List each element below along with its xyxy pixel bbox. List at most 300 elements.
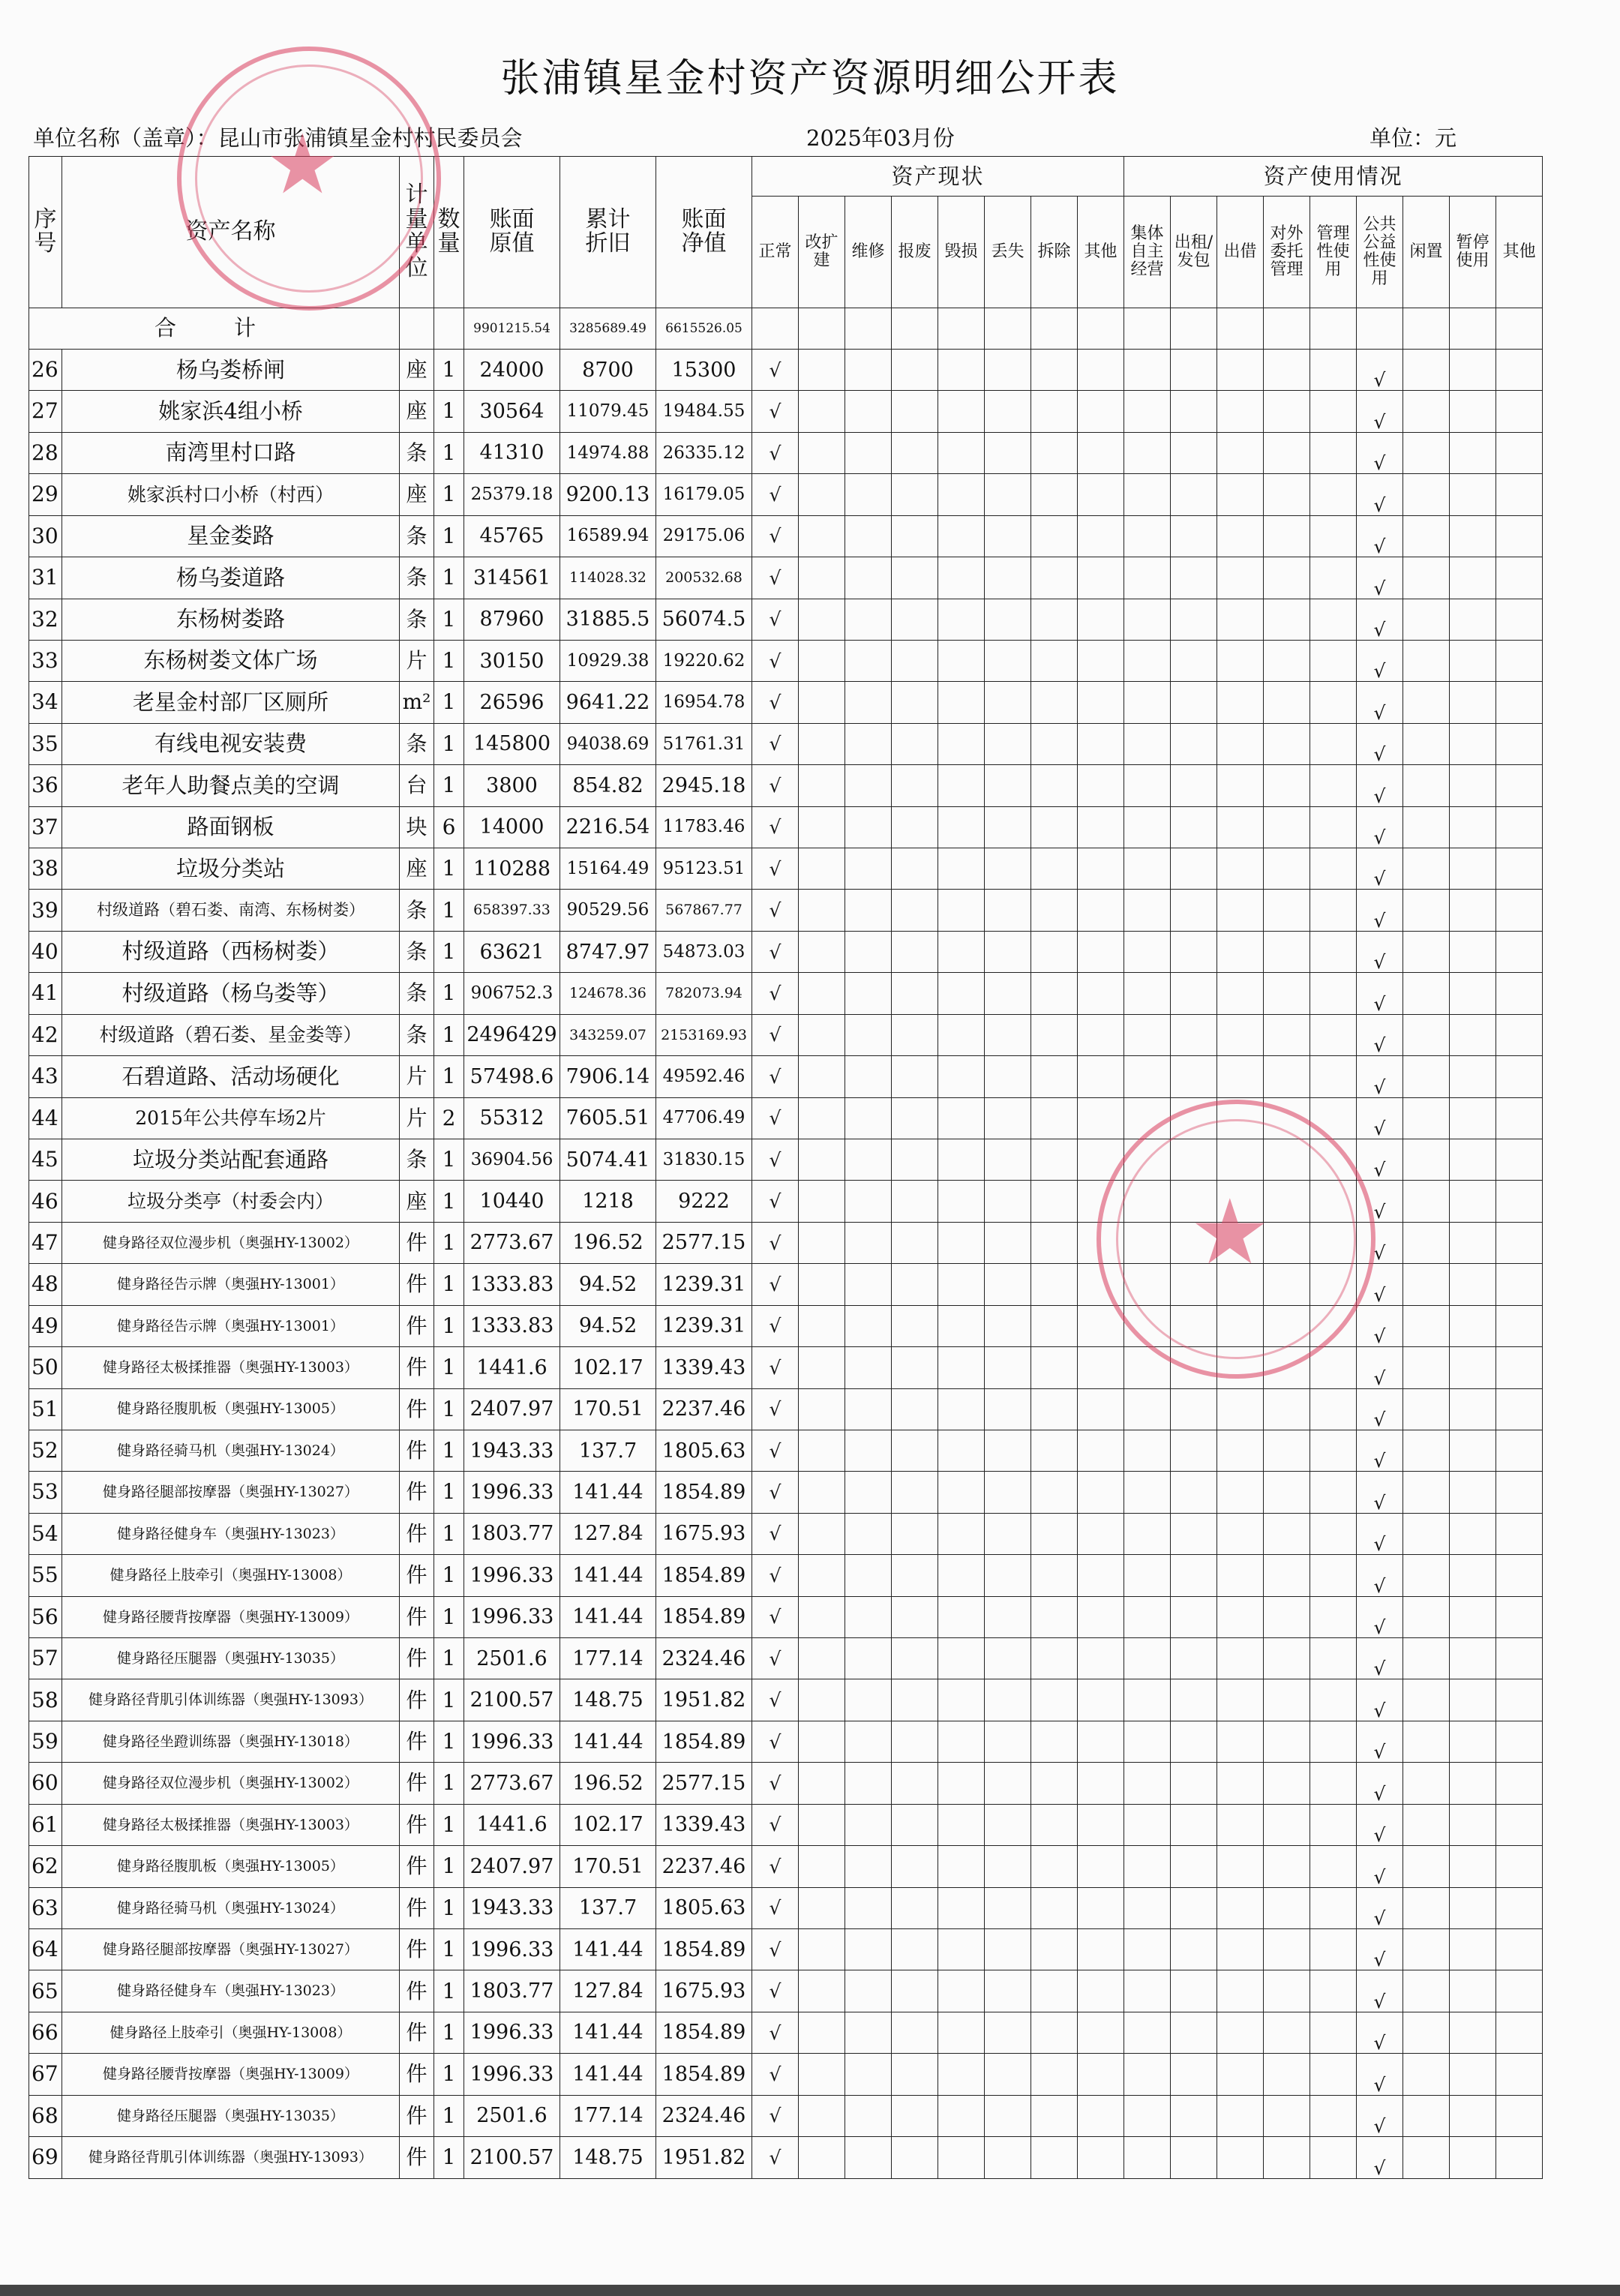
empty-flag-cell <box>1264 723 1310 764</box>
empty-flag-cell <box>1124 682 1171 723</box>
empty-flag-cell <box>938 2054 985 2095</box>
empty-flag-cell <box>1217 432 1264 473</box>
empty-flag-cell <box>1403 1305 1450 1346</box>
empty-flag-cell <box>1217 1014 1264 1055</box>
row-net: 11783.46 <box>656 806 752 848</box>
empty-flag-cell <box>1264 2054 1310 2095</box>
empty-flag-cell <box>1031 848 1078 890</box>
empty-flag-cell <box>845 1929 892 1970</box>
empty-flag-cell <box>799 1222 845 1263</box>
empty-flag-cell <box>1078 1097 1124 1139</box>
row-unit: 件 <box>400 1721 434 1762</box>
row-orig: 2407.97 <box>464 1846 560 1887</box>
empty-flag-cell <box>938 1721 985 1762</box>
table-row <box>29 557 1543 599</box>
row-dep: 177.14 <box>560 1638 656 1679</box>
empty-flag-cell <box>799 806 845 848</box>
empty-flag-cell <box>1031 1014 1078 1055</box>
row-dep: 141.44 <box>560 1721 656 1762</box>
empty-flag-cell <box>799 1929 845 1970</box>
header-status-1: 改扩建 <box>799 197 845 308</box>
status-normal-check: √ <box>752 765 799 806</box>
row-asset-name: 健身路径坐蹬训练器（奥强HY-13018） <box>62 1721 400 1762</box>
empty-flag-cell <box>1310 765 1357 806</box>
table-row <box>29 640 1543 681</box>
empty-flag-cell <box>1124 391 1171 432</box>
empty-flag-cell <box>1078 806 1124 848</box>
empty-flag-cell <box>799 515 845 557</box>
empty-flag-cell <box>1310 1430 1357 1471</box>
usage-public-check: √ <box>1357 1222 1403 1263</box>
total-flag-cell <box>1217 308 1264 349</box>
total-flag-cell <box>1450 308 1496 349</box>
row-asset-name: 健身路径告示牌（奥强HY-13001） <box>62 1305 400 1346</box>
table-row <box>29 1555 1543 1596</box>
empty-flag-cell <box>1450 2054 1496 2095</box>
empty-flag-cell <box>1450 1056 1496 1097</box>
supervision-seal <box>1096 1100 1376 1379</box>
row-qty: 1 <box>434 474 464 515</box>
row-qty: 1 <box>434 349 464 390</box>
empty-flag-cell <box>1310 682 1357 723</box>
empty-flag-cell <box>1031 1139 1078 1180</box>
empty-flag-cell <box>1310 931 1357 972</box>
empty-flag-cell <box>1264 1679 1310 1721</box>
header-usage-7: 暂停使用 <box>1450 197 1496 308</box>
status-normal-check: √ <box>752 806 799 848</box>
empty-flag-cell <box>1217 557 1264 599</box>
row-unit: 块 <box>400 806 434 848</box>
row-net: 51761.31 <box>656 723 752 764</box>
usage-public-check: √ <box>1357 1679 1403 1721</box>
row-dep: 8747.97 <box>560 931 656 972</box>
row-orig: 25379.18 <box>464 474 560 515</box>
table-row <box>29 1056 1543 1097</box>
empty-flag-cell <box>985 1014 1031 1055</box>
status-normal-check: √ <box>752 1264 799 1305</box>
row-net: 16179.05 <box>656 474 752 515</box>
row-net: 1854.89 <box>656 1721 752 1762</box>
row-dep: 141.44 <box>560 1596 656 1637</box>
empty-flag-cell <box>1310 1056 1357 1097</box>
header-usage-1: 出租/发包 <box>1171 197 1217 308</box>
empty-flag-cell <box>845 432 892 473</box>
row-no: 68 <box>29 2095 62 2136</box>
row-no: 61 <box>29 1804 62 1845</box>
empty-flag-cell <box>1450 1804 1496 1845</box>
empty-flag-cell <box>1217 1679 1264 1721</box>
empty-flag-cell <box>1217 848 1264 890</box>
empty-flag-cell <box>1450 973 1496 1014</box>
empty-flag-cell <box>1124 2054 1171 2095</box>
empty-flag-cell <box>1496 1388 1543 1430</box>
empty-flag-cell <box>1496 1970 1543 2012</box>
empty-flag-cell <box>938 1056 985 1097</box>
empty-flag-cell <box>892 848 938 890</box>
table-row <box>29 931 1543 972</box>
status-normal-check: √ <box>752 2137 799 2179</box>
empty-flag-cell <box>1264 349 1310 390</box>
empty-flag-cell <box>799 1305 845 1346</box>
row-qty: 1 <box>434 1721 464 1762</box>
row-unit: 座 <box>400 848 434 890</box>
empty-flag-cell <box>1496 2054 1543 2095</box>
row-orig: 1333.83 <box>464 1264 560 1305</box>
empty-flag-cell <box>1124 2012 1171 2053</box>
row-unit: 条 <box>400 557 434 599</box>
empty-flag-cell <box>1450 806 1496 848</box>
empty-flag-cell <box>985 1430 1031 1471</box>
empty-flag-cell <box>938 682 985 723</box>
row-dep: 141.44 <box>560 1472 656 1513</box>
row-net: 2237.46 <box>656 1388 752 1430</box>
empty-flag-cell <box>799 391 845 432</box>
empty-flag-cell <box>1496 848 1543 890</box>
empty-flag-cell <box>1264 806 1310 848</box>
empty-flag-cell <box>1078 1513 1124 1554</box>
empty-flag-cell <box>1078 1638 1124 1679</box>
empty-flag-cell <box>1031 474 1078 515</box>
empty-flag-cell <box>1496 391 1543 432</box>
empty-flag-cell <box>1264 1970 1310 2012</box>
total-unit-cell <box>400 308 434 349</box>
empty-flag-cell <box>799 765 845 806</box>
status-normal-check: √ <box>752 1804 799 1845</box>
empty-flag-cell <box>1403 723 1450 764</box>
empty-flag-cell <box>1124 1638 1171 1679</box>
row-asset-name: 健身路径腰背按摩器（奥强HY-13009） <box>62 1596 400 1637</box>
row-net: 2324.46 <box>656 2095 752 2136</box>
empty-flag-cell <box>1496 682 1543 723</box>
row-orig: 63621 <box>464 931 560 972</box>
row-net: 47706.49 <box>656 1097 752 1139</box>
usage-public-check: √ <box>1357 1097 1403 1139</box>
empty-flag-cell <box>1450 1388 1496 1430</box>
row-unit: 条 <box>400 1014 434 1055</box>
empty-flag-cell <box>845 1388 892 1430</box>
empty-flag-cell <box>938 432 985 473</box>
empty-flag-cell <box>845 1555 892 1596</box>
empty-flag-cell <box>1031 2137 1078 2179</box>
empty-flag-cell <box>1310 1887 1357 1928</box>
row-net: 1854.89 <box>656 1472 752 1513</box>
row-unit: 件 <box>400 1970 434 2012</box>
empty-flag-cell <box>1403 806 1450 848</box>
empty-flag-cell <box>1078 2054 1124 2095</box>
row-asset-name: 老年人助餐点美的空调 <box>62 765 400 806</box>
row-qty: 1 <box>434 432 464 473</box>
usage-public-check: √ <box>1357 1305 1403 1346</box>
status-normal-check: √ <box>752 2012 799 2053</box>
empty-flag-cell <box>938 474 985 515</box>
empty-flag-cell <box>799 2137 845 2179</box>
row-unit: 件 <box>400 1305 434 1346</box>
empty-flag-cell <box>799 432 845 473</box>
empty-flag-cell <box>1310 474 1357 515</box>
empty-flag-cell <box>1031 890 1078 931</box>
empty-flag-cell <box>1031 2012 1078 2053</box>
row-orig: 1996.33 <box>464 1472 560 1513</box>
empty-flag-cell <box>1403 1139 1450 1180</box>
row-no: 30 <box>29 515 62 557</box>
header-usage-6: 闲置 <box>1403 197 1450 308</box>
empty-flag-cell <box>1450 1970 1496 2012</box>
empty-flag-cell <box>1031 1721 1078 1762</box>
table-row <box>29 432 1543 473</box>
usage-public-check: √ <box>1357 1430 1403 1471</box>
row-qty: 1 <box>434 1222 464 1263</box>
empty-flag-cell <box>892 1139 938 1180</box>
row-qty: 1 <box>434 1430 464 1471</box>
total-flag-cell <box>845 308 892 349</box>
row-net: 29175.06 <box>656 515 752 557</box>
empty-flag-cell <box>845 723 892 764</box>
empty-flag-cell <box>845 765 892 806</box>
status-normal-check: √ <box>752 1347 799 1388</box>
empty-flag-cell <box>799 682 845 723</box>
status-normal-check: √ <box>752 1305 799 1346</box>
usage-public-check: √ <box>1357 1014 1403 1055</box>
row-asset-name: 村级道路（西杨树娄） <box>62 931 400 972</box>
row-net: 56074.5 <box>656 599 752 640</box>
row-asset-name: 健身路径双位漫步机（奥强HY-13002） <box>62 1222 400 1263</box>
empty-flag-cell <box>1496 349 1543 390</box>
empty-flag-cell <box>1264 1430 1310 1471</box>
row-orig: 14000 <box>464 806 560 848</box>
row-net: 2577.15 <box>656 1763 752 1804</box>
empty-flag-cell <box>1264 2012 1310 2053</box>
empty-flag-cell <box>1264 1555 1310 1596</box>
empty-flag-cell <box>1031 806 1078 848</box>
row-dep: 7605.51 <box>560 1097 656 1139</box>
empty-flag-cell <box>845 1679 892 1721</box>
empty-flag-cell <box>1450 640 1496 681</box>
empty-flag-cell <box>1450 599 1496 640</box>
empty-flag-cell <box>1496 2095 1543 2136</box>
row-dep: 177.14 <box>560 2095 656 2136</box>
empty-flag-cell <box>1403 1929 1450 1970</box>
usage-public-check: √ <box>1357 640 1403 681</box>
empty-flag-cell <box>1403 765 1450 806</box>
row-orig: 26596 <box>464 682 560 723</box>
row-dep: 102.17 <box>560 1347 656 1388</box>
row-no: 43 <box>29 1056 62 1097</box>
empty-flag-cell <box>1124 1388 1171 1430</box>
empty-flag-cell <box>845 1804 892 1845</box>
empty-flag-cell <box>1078 391 1124 432</box>
empty-flag-cell <box>1078 2137 1124 2179</box>
empty-flag-cell <box>938 2012 985 2053</box>
row-orig: 45765 <box>464 515 560 557</box>
empty-flag-cell <box>1403 2012 1450 2053</box>
empty-flag-cell <box>1450 765 1496 806</box>
row-unit: 件 <box>400 1555 434 1596</box>
empty-flag-cell <box>1310 1347 1357 1388</box>
empty-flag-cell <box>1171 391 1217 432</box>
empty-flag-cell <box>1264 1721 1310 1762</box>
empty-flag-cell <box>985 1222 1031 1263</box>
row-orig: 1441.6 <box>464 1804 560 1845</box>
row-dep: 137.7 <box>560 1430 656 1471</box>
total-flag-cell <box>892 308 938 349</box>
empty-flag-cell <box>1264 432 1310 473</box>
empty-flag-cell <box>1078 1472 1124 1513</box>
empty-flag-cell <box>845 848 892 890</box>
total-flag-cell <box>1171 308 1217 349</box>
empty-flag-cell <box>1171 1804 1217 1845</box>
empty-flag-cell <box>892 1679 938 1721</box>
empty-flag-cell <box>1171 599 1217 640</box>
empty-flag-cell <box>938 1596 985 1637</box>
row-unit: 件 <box>400 1222 434 1263</box>
total-flag-cell <box>1357 308 1403 349</box>
row-orig: 1996.33 <box>464 2054 560 2095</box>
status-normal-check: √ <box>752 1430 799 1471</box>
empty-flag-cell <box>1310 1804 1357 1845</box>
header-usage-3: 对外委托管理 <box>1264 197 1310 308</box>
empty-flag-cell <box>1217 391 1264 432</box>
row-net: 1951.82 <box>656 1679 752 1721</box>
empty-flag-cell <box>1078 1555 1124 1596</box>
row-unit: 座 <box>400 1181 434 1222</box>
status-normal-check: √ <box>752 1181 799 1222</box>
status-normal-check: √ <box>752 349 799 390</box>
row-dep: 16589.94 <box>560 515 656 557</box>
empty-flag-cell <box>1310 1929 1357 1970</box>
status-normal-check: √ <box>752 1222 799 1263</box>
empty-flag-cell <box>845 890 892 931</box>
empty-flag-cell <box>892 515 938 557</box>
empty-flag-cell <box>1078 474 1124 515</box>
empty-flag-cell <box>1217 2054 1264 2095</box>
empty-flag-cell <box>1078 1804 1124 1845</box>
status-normal-check: √ <box>752 515 799 557</box>
empty-flag-cell <box>1078 931 1124 972</box>
empty-flag-cell <box>799 2012 845 2053</box>
row-net: 1675.93 <box>656 1513 752 1554</box>
usage-public-check: √ <box>1357 1763 1403 1804</box>
usage-public-check: √ <box>1357 1596 1403 1637</box>
row-no: 52 <box>29 1430 62 1471</box>
row-qty: 6 <box>434 806 464 848</box>
empty-flag-cell <box>1031 1513 1078 1554</box>
usage-public-check: √ <box>1357 765 1403 806</box>
empty-flag-cell <box>1496 1097 1543 1139</box>
row-no: 46 <box>29 1181 62 1222</box>
empty-flag-cell <box>1450 848 1496 890</box>
empty-flag-cell <box>892 1097 938 1139</box>
empty-flag-cell <box>1217 806 1264 848</box>
empty-flag-cell <box>1450 1679 1496 1721</box>
status-normal-check: √ <box>752 890 799 931</box>
empty-flag-cell <box>1124 1804 1171 1845</box>
row-no: 50 <box>29 1347 62 1388</box>
empty-flag-cell <box>985 806 1031 848</box>
empty-flag-cell <box>1124 515 1171 557</box>
row-unit: 条 <box>400 973 434 1014</box>
empty-flag-cell <box>1310 1763 1357 1804</box>
empty-flag-cell <box>1171 1846 1217 1887</box>
empty-flag-cell <box>938 640 985 681</box>
empty-flag-cell <box>1124 1555 1171 1596</box>
empty-flag-cell <box>799 1638 845 1679</box>
empty-flag-cell <box>892 1555 938 1596</box>
row-asset-name: 姚家浜4组小桥 <box>62 391 400 432</box>
empty-flag-cell <box>985 1887 1031 1928</box>
empty-flag-cell <box>1171 973 1217 1014</box>
row-no: 36 <box>29 765 62 806</box>
empty-flag-cell <box>1450 931 1496 972</box>
empty-flag-cell <box>1078 1763 1124 1804</box>
empty-flag-cell <box>845 1846 892 1887</box>
empty-flag-cell <box>1171 2054 1217 2095</box>
usage-public-check: √ <box>1357 1970 1403 2012</box>
row-qty: 1 <box>434 723 464 764</box>
empty-flag-cell <box>1217 2095 1264 2136</box>
empty-flag-cell <box>1264 1014 1310 1055</box>
empty-flag-cell <box>1078 765 1124 806</box>
empty-flag-cell <box>938 723 985 764</box>
empty-flag-cell <box>1310 1472 1357 1513</box>
row-qty: 1 <box>434 1638 464 1679</box>
empty-flag-cell <box>1171 2137 1217 2179</box>
row-orig: 2496429 <box>464 1014 560 1055</box>
usage-public-check: √ <box>1357 682 1403 723</box>
empty-flag-cell <box>985 1555 1031 1596</box>
empty-flag-cell <box>1403 1679 1450 1721</box>
empty-flag-cell <box>1403 2054 1450 2095</box>
empty-flag-cell <box>892 1305 938 1346</box>
empty-flag-cell <box>1310 2054 1357 2095</box>
empty-flag-cell <box>1403 848 1450 890</box>
row-asset-name: 东杨树娄文体广场 <box>62 640 400 681</box>
empty-flag-cell <box>1217 890 1264 931</box>
row-qty: 1 <box>434 1181 464 1222</box>
empty-flag-cell <box>1310 1846 1357 1887</box>
empty-flag-cell <box>985 2054 1031 2095</box>
empty-flag-cell <box>845 1596 892 1637</box>
empty-flag-cell <box>1171 349 1217 390</box>
empty-flag-cell <box>799 599 845 640</box>
empty-flag-cell <box>892 1970 938 2012</box>
empty-flag-cell <box>845 1970 892 2012</box>
empty-flag-cell <box>938 765 985 806</box>
empty-flag-cell <box>1078 723 1124 764</box>
empty-flag-cell <box>1403 2095 1450 2136</box>
status-normal-check: √ <box>752 391 799 432</box>
row-orig: 2501.6 <box>464 2095 560 2136</box>
empty-flag-cell <box>1403 1804 1450 1845</box>
empty-flag-cell <box>845 1056 892 1097</box>
header-usage-8: 其他 <box>1496 197 1543 308</box>
empty-flag-cell <box>938 391 985 432</box>
table-row <box>29 1763 1543 1804</box>
empty-flag-cell <box>1217 1596 1264 1637</box>
usage-public-check: √ <box>1357 599 1403 640</box>
row-net: 19220.62 <box>656 640 752 681</box>
empty-flag-cell <box>892 1264 938 1305</box>
empty-flag-cell <box>1031 1097 1078 1139</box>
empty-flag-cell <box>938 1305 985 1346</box>
row-no: 40 <box>29 931 62 972</box>
row-orig: 10440 <box>464 1181 560 1222</box>
empty-flag-cell <box>1124 848 1171 890</box>
empty-flag-cell <box>1124 765 1171 806</box>
empty-flag-cell <box>799 890 845 931</box>
row-asset-name: 南湾里村口路 <box>62 432 400 473</box>
usage-public-check: √ <box>1357 1638 1403 1679</box>
empty-flag-cell <box>1078 848 1124 890</box>
